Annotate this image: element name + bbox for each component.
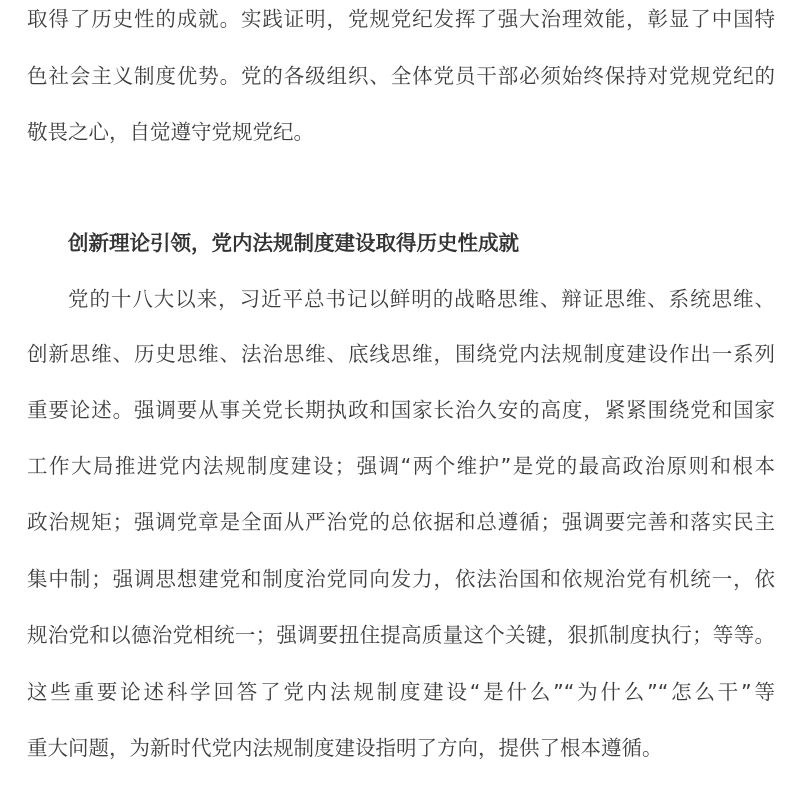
section-heading: 创新理论引领，党内法规制度建设取得历史性成就 — [68, 231, 519, 255]
paragraph-line: 创新思维、历史思维、法治思维、底线思维，围绕党内法规制度建设作出一系列 — [27, 342, 775, 366]
paragraph-line: 这些重要论述科学回答了党内法规制度建设“是什么”“为什么”“怎么干”等 — [27, 680, 775, 704]
paragraph-line: 政治规矩；强调党章是全面从严治党的总依据和总遵循；强调要完善和落实民主 — [27, 510, 775, 534]
paragraph-line: 重要论述。强调要从事关党长期执政和国家长治久安的高度，紧紧围绕党和国家 — [27, 398, 775, 422]
paragraph-line: 规治党和以德治党相统一；强调要扭住提高质量这个关键，狠抓制度执行；等等。 — [27, 623, 775, 647]
paragraph-line: 集中制；强调思想建党和制度治党同向发力，依法治国和依规治党有机统一，依 — [27, 567, 775, 591]
paragraph-line: 工作大局推进党内法规制度建设；强调“两个维护”是党的最高政治原则和根本 — [27, 454, 775, 478]
paragraph-line: 敬畏之心，自觉遵守党规党纪。 — [27, 120, 314, 144]
paragraph-line: 色社会主义制度优势。党的各级组织、全体党员干部必须始终保持对党规党纪的 — [27, 64, 775, 88]
paragraph-line: 取得了历史性的成就。实践证明，党规党纪发挥了强大治理效能，彰显了中国特 — [27, 7, 775, 31]
paragraph-line: 党的十八大以来，习近平总书记以鲜明的战略思维、辩证思维、系统思维、 — [68, 287, 775, 311]
paragraph-line: 重大问题，为新时代党内法规制度建设指明了方向，提供了根本遵循。 — [27, 736, 663, 760]
